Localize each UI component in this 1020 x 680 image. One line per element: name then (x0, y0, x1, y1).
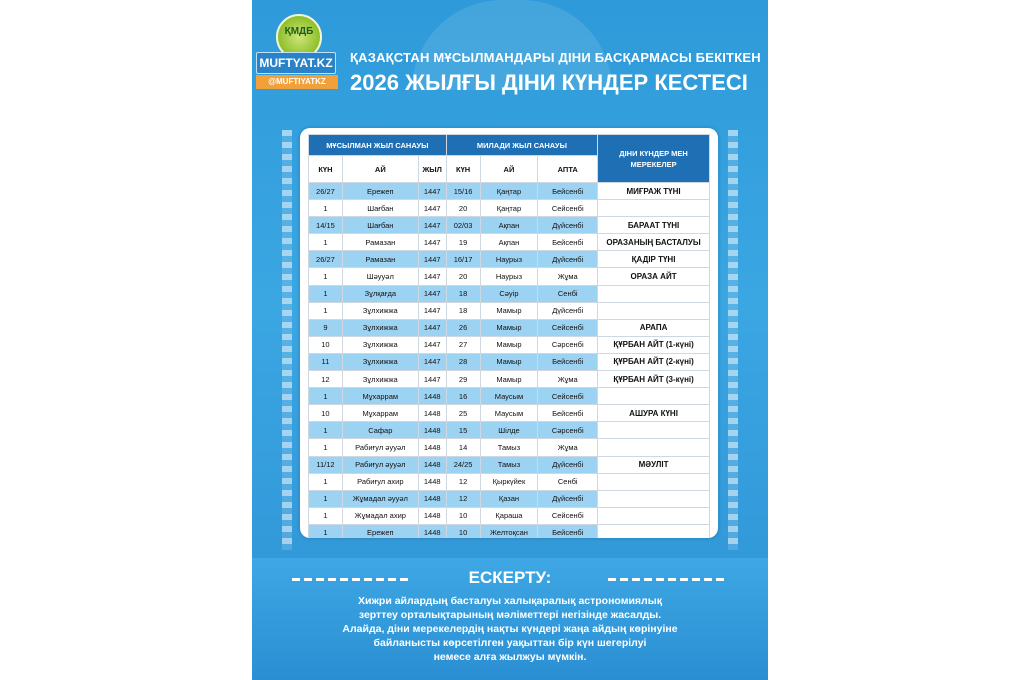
cell-hijri-year: 1447 (418, 371, 446, 388)
table-row (309, 371, 710, 388)
cell-hijri-year: 1447 (418, 353, 446, 370)
cell-hijri-month: Рамазан (342, 251, 418, 268)
group-header-gregorian: МИЛАДИ ЖЫЛ САНАУЫ (446, 135, 597, 156)
cell-holiday: АШУРА КҮНІ (598, 405, 710, 422)
cell-hijri-day: 1 (309, 268, 343, 285)
cell-hijri-month: Жұмадал ахир (342, 507, 418, 524)
cell-hijri-month: Шағбан (342, 200, 418, 217)
note-line: зерттеу орталықтарының мәліметтері негізінде жасалды. (358, 609, 662, 621)
cell-hijri-month: Сафар (342, 422, 418, 439)
cell-month: Қаңтар (480, 200, 538, 217)
cell-holiday (598, 524, 710, 538)
cell-hijri-month: Зұлхижжа (342, 319, 418, 336)
cell-weekday: Бейсенбі (538, 353, 598, 370)
cell-holiday (598, 507, 710, 524)
cell-hijri-day: 11 (309, 353, 343, 370)
table-row (309, 285, 710, 302)
table-row (309, 422, 710, 439)
cell-weekday: Сәрсенбі (538, 422, 598, 439)
cell-hijri-day: 1 (309, 422, 343, 439)
cell-day: 12 (446, 490, 480, 507)
cell-day: 10 (446, 524, 480, 538)
cell-weekday: Сейсенбі (538, 200, 598, 217)
table-row (309, 251, 710, 268)
cell-weekday: Дүйсенбі (538, 251, 598, 268)
cell-hijri-year: 1447 (418, 319, 446, 336)
cell-holiday: ОРАЗАНЫҢ БАСТАЛУЫ (598, 234, 710, 251)
cell-month: Қыркүйек (480, 473, 538, 490)
cell-weekday: Сенбі (538, 285, 598, 302)
cell-hijri-year: 1447 (418, 302, 446, 319)
cell-day: 27 (446, 336, 480, 353)
cell-hijri-year: 1448 (418, 490, 446, 507)
cell-hijri-day: 1 (309, 302, 343, 319)
table-row (309, 507, 710, 524)
cell-weekday: Дүйсенбі (538, 456, 598, 473)
religious-days-table (308, 134, 710, 538)
cell-month: Қазан (480, 490, 538, 507)
group-header-muslim: МҰСЫЛМАН ЖЫЛ САНАУЫ (309, 135, 447, 156)
cell-weekday: Жұма (538, 268, 598, 285)
cell-day: 16/17 (446, 251, 480, 268)
cell-month: Маусым (480, 388, 538, 405)
cell-hijri-month: Жұмадал әууәл (342, 490, 418, 507)
cell-day: 28 (446, 353, 480, 370)
cell-hijri-month: Рабиғул әууәл (342, 456, 418, 473)
cell-hijri-year: 1447 (418, 285, 446, 302)
cell-hijri-year: 1448 (418, 439, 446, 456)
cell-hijri-month: Мұхаррам (342, 388, 418, 405)
table-row (309, 473, 710, 490)
cell-month: Мамыр (480, 336, 538, 353)
cell-day: 15/16 (446, 183, 480, 200)
cell-hijri-day: 1 (309, 439, 343, 456)
cell-day: 02/03 (446, 217, 480, 234)
table-row (309, 319, 710, 336)
cell-month: Ақпан (480, 217, 538, 234)
cell-hijri-month: Шағбан (342, 217, 418, 234)
ornament-left (282, 130, 292, 550)
cell-holiday (598, 490, 710, 507)
cell-hijri-month: Ережеп (342, 524, 418, 538)
cell-hijri-month: Зұлхижжа (342, 371, 418, 388)
cell-holiday (598, 200, 710, 217)
cell-weekday: Сейсенбі (538, 507, 598, 524)
cell-hijri-day: 14/15 (309, 217, 343, 234)
ornament-right (728, 130, 738, 550)
cell-hijri-month: Зұлхижжа (342, 302, 418, 319)
col-header-day: КҮН (309, 156, 343, 183)
cell-month: Ақпан (480, 234, 538, 251)
group-header-holidays: ДІНИ КҮНДЕР МЕН МЕРЕКЕЛЕР (598, 135, 710, 183)
cell-weekday: Жұма (538, 371, 598, 388)
note-line: немесе алға жылжуы мүмкін. (433, 651, 587, 663)
cell-hijri-year: 1447 (418, 183, 446, 200)
cell-hijri-month: Рабиғул ахир (342, 473, 418, 490)
cell-hijri-day: 1 (309, 507, 343, 524)
cell-holiday (598, 285, 710, 302)
cell-month: Наурыз (480, 268, 538, 285)
cell-hijri-month: Шәууәл (342, 268, 418, 285)
cell-holiday: БАРААТ ТҮНІ (598, 217, 710, 234)
cell-hijri-day: 1 (309, 285, 343, 302)
cell-day: 26 (446, 319, 480, 336)
cell-day: 14 (446, 439, 480, 456)
cell-hijri-month: Зұлхижжа (342, 336, 418, 353)
cell-hijri-day: 1 (309, 473, 343, 490)
table-row (309, 439, 710, 456)
cell-hijri-month: Рабиғул әууәл (342, 439, 418, 456)
table-row (309, 336, 710, 353)
cell-day: 18 (446, 302, 480, 319)
table-row (309, 234, 710, 251)
cell-hijri-year: 1448 (418, 524, 446, 538)
cell-day: 10 (446, 507, 480, 524)
table-row (309, 405, 710, 422)
cell-hijri-year: 1448 (418, 422, 446, 439)
cell-weekday: Сенбі (538, 473, 598, 490)
cell-weekday: Сейсенбі (538, 388, 598, 405)
cell-hijri-day: 1 (309, 388, 343, 405)
cell-hijri-month: Зұлқағда (342, 285, 418, 302)
table-row (309, 353, 710, 370)
cell-hijri-year: 1448 (418, 405, 446, 422)
cell-hijri-day: 1 (309, 490, 343, 507)
cell-hijri-day: 26/27 (309, 183, 343, 200)
cell-hijri-day: 11/12 (309, 456, 343, 473)
cell-month: Тамыз (480, 456, 538, 473)
cell-day: 18 (446, 285, 480, 302)
cell-day: 29 (446, 371, 480, 388)
calendar-card (300, 128, 718, 538)
cell-month: Мамыр (480, 319, 538, 336)
cell-hijri-day: 1 (309, 234, 343, 251)
table-row (309, 456, 710, 473)
note-line: Хижри айлардың басталуы халықаралық астрономиялық (358, 595, 662, 607)
cell-hijri-day: 10 (309, 405, 343, 422)
cell-hijri-day: 1 (309, 524, 343, 538)
cell-month: Маусым (480, 405, 538, 422)
cell-holiday: ОРАЗА АЙТ (598, 268, 710, 285)
cell-hijri-year: 1447 (418, 268, 446, 285)
cell-weekday: Бейсенбі (538, 524, 598, 538)
note-text (302, 594, 718, 664)
note-title: ЕСКЕРТУ: (468, 568, 552, 587)
cell-month: Желтоқсан (480, 524, 538, 538)
cell-day: 19 (446, 234, 480, 251)
cell-month: Мамыр (480, 353, 538, 370)
page-subtitle: ҚАЗАҚСТАН МҰСЫЛМАНДАРЫ ДІНИ БАСҚАРМАСЫ БЕКІТКЕН (350, 50, 761, 65)
cell-hijri-year: 1447 (418, 251, 446, 268)
table-row (309, 268, 710, 285)
col-header-weekday: АПТА (538, 156, 598, 183)
cell-weekday: Дүйсенбі (538, 490, 598, 507)
cell-holiday: ҚҰРБАН АЙТ (2-күні) (598, 353, 710, 370)
col-header-year: ЖЫЛ (418, 156, 446, 183)
cell-holiday: ҚҰРБАН АЙТ (1-күні) (598, 336, 710, 353)
cell-hijri-day: 26/27 (309, 251, 343, 268)
cell-holiday (598, 422, 710, 439)
col-header-gday: КҮН (446, 156, 480, 183)
logo-letters: ҚМДБ (284, 26, 314, 37)
cell-holiday (598, 473, 710, 490)
cell-hijri-month: Мұхаррам (342, 405, 418, 422)
note-line: Алайда, діни мерекелердің нақты күндері жаңа айдың көрінуіне (342, 623, 678, 635)
cell-holiday (598, 439, 710, 456)
cell-month: Шілде (480, 422, 538, 439)
cell-day: 20 (446, 268, 480, 285)
poster (252, 0, 768, 680)
cell-hijri-day: 12 (309, 371, 343, 388)
cell-hijri-year: 1447 (418, 336, 446, 353)
col-header-gmonth: АЙ (480, 156, 538, 183)
cell-month: Қаңтар (480, 183, 538, 200)
cell-day: 16 (446, 388, 480, 405)
cell-hijri-year: 1448 (418, 473, 446, 490)
cell-hijri-year: 1447 (418, 200, 446, 217)
cell-month: Қараша (480, 507, 538, 524)
cell-month: Тамыз (480, 439, 538, 456)
cell-hijri-day: 9 (309, 319, 343, 336)
cell-day: 25 (446, 405, 480, 422)
col-header-month: АЙ (342, 156, 418, 183)
table-row (309, 490, 710, 507)
cell-month: Наурыз (480, 251, 538, 268)
cell-month: Сәуір (480, 285, 538, 302)
cell-hijri-month: Ережеп (342, 183, 418, 200)
cell-month: Мамыр (480, 302, 538, 319)
cell-hijri-day: 1 (309, 200, 343, 217)
note-section (252, 558, 768, 680)
cell-weekday: Бейсенбі (538, 183, 598, 200)
cell-hijri-month: Зұлхижжа (342, 353, 418, 370)
cell-weekday: Жұма (538, 439, 598, 456)
cell-weekday: Сейсенбі (538, 319, 598, 336)
cell-holiday (598, 388, 710, 405)
brand-name: MUFTYAT.KZ (256, 52, 336, 74)
social-handle: @MUFTIYATKZ (256, 75, 338, 89)
cell-day: 12 (446, 473, 480, 490)
cell-day: 24/25 (446, 456, 480, 473)
table-row (309, 217, 710, 234)
cell-hijri-year: 1448 (418, 388, 446, 405)
table-row (309, 302, 710, 319)
cell-weekday: Бейсенбі (538, 234, 598, 251)
cell-month: Мамыр (480, 371, 538, 388)
cell-holiday: МИҒРАЖ ТҮНІ (598, 183, 710, 200)
cell-hijri-year: 1447 (418, 217, 446, 234)
table-row (309, 200, 710, 217)
cell-holiday: ҚАДІР ТҮНІ (598, 251, 710, 268)
cell-day: 15 (446, 422, 480, 439)
cell-weekday: Сәрсенбі (538, 336, 598, 353)
cell-holiday: МӘУЛІТ (598, 456, 710, 473)
cell-holiday: АРАПА (598, 319, 710, 336)
cell-weekday: Бейсенбі (538, 405, 598, 422)
cell-hijri-day: 10 (309, 336, 343, 353)
page-title: 2026 ЖЫЛҒЫ ДІНИ КҮНДЕР КЕСТЕСІ (350, 70, 748, 95)
cell-weekday: Дүйсенбі (538, 302, 598, 319)
table-row (309, 524, 710, 538)
table-row (309, 183, 710, 200)
cell-weekday: Дүйсенбі (538, 217, 598, 234)
table-row (309, 388, 710, 405)
note-line: байланысты көрсетілген уақыттан бір күн шегерілуі (373, 637, 647, 649)
cell-holiday (598, 302, 710, 319)
cell-hijri-year: 1448 (418, 456, 446, 473)
cell-hijri-month: Рамазан (342, 234, 418, 251)
cell-day: 20 (446, 200, 480, 217)
cell-holiday: ҚҰРБАН АЙТ (3-күні) (598, 371, 710, 388)
cell-hijri-year: 1448 (418, 507, 446, 524)
cell-hijri-year: 1447 (418, 234, 446, 251)
